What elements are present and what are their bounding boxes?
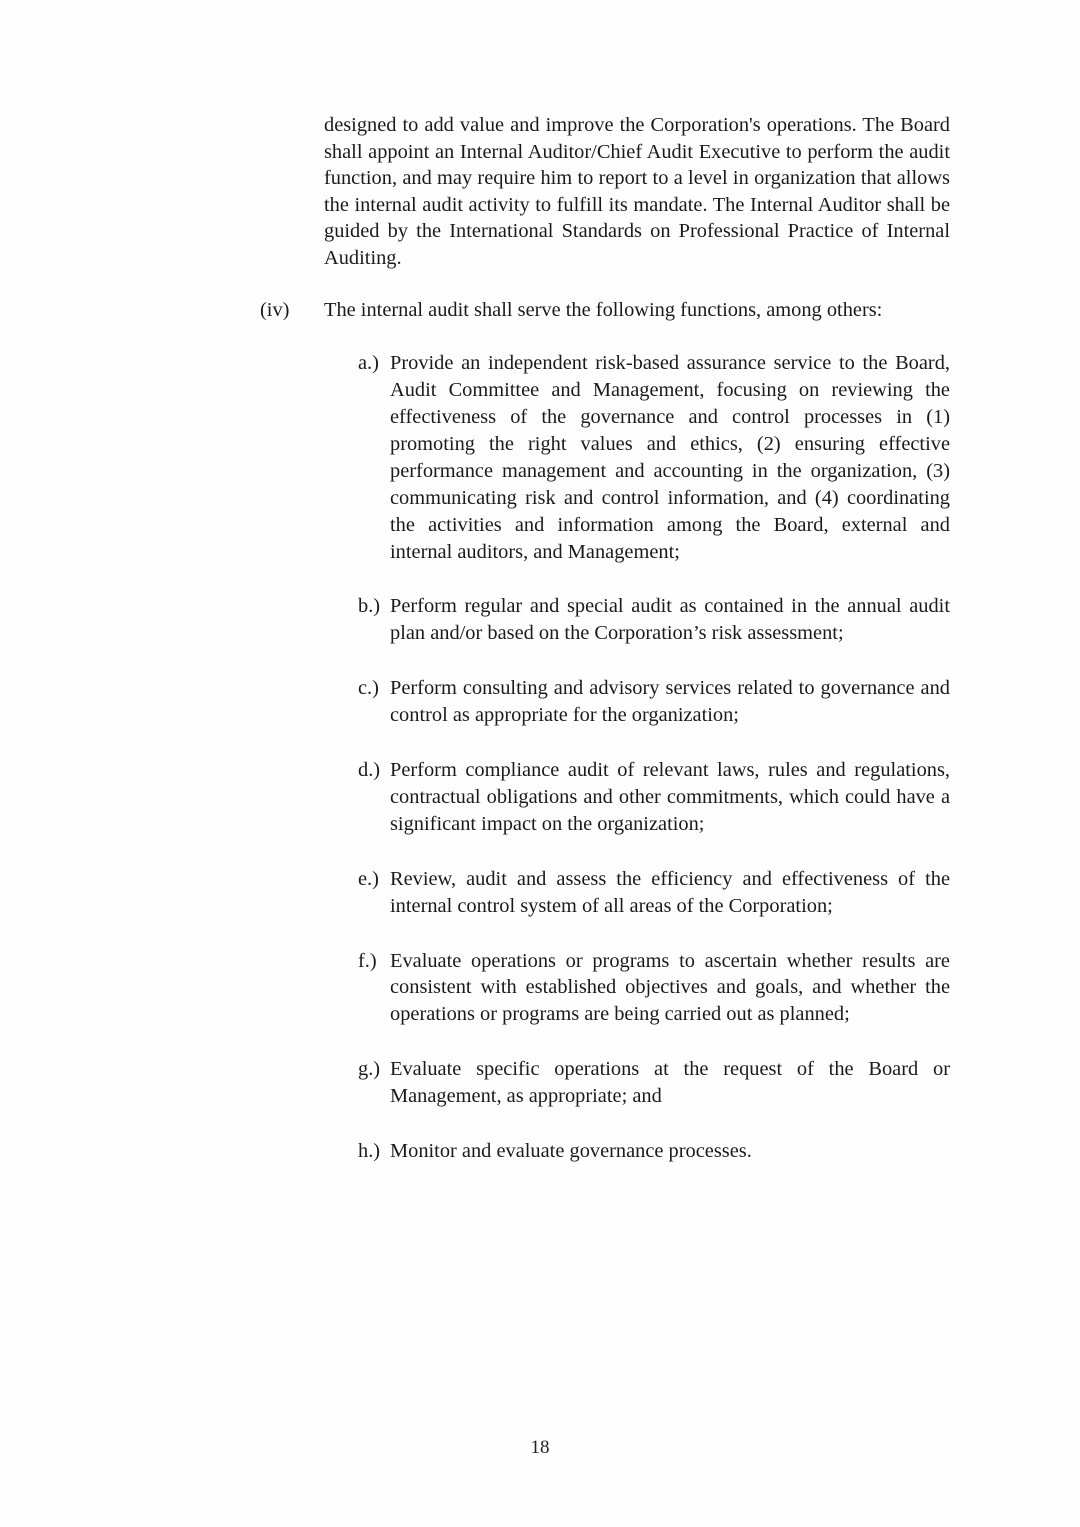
list-item — [358, 1138, 950, 1165]
list-item-text: Evaluate specific operations at the request of the Board or Management, as appropriate; and — [390, 1058, 950, 1108]
list-item-text: Perform compliance audit of relevant laws, rules and regulations, contractual obligations and other commitments, which could have a significant impact on the organization; — [390, 759, 950, 835]
list-item-text: Perform regular and special audit as contained in the annual audit plan and/or based on the Corporation’s risk assessment; — [390, 595, 950, 645]
list-item-marker: c.) — [358, 677, 379, 700]
list-item-marker: d.) — [358, 759, 381, 782]
page-content — [260, 112, 950, 1165]
list-item-text: Perform consulting and advisory services related to governance and control as appropriate for the organization; — [390, 677, 950, 727]
list-item-marker: a.) — [358, 352, 379, 375]
list-item — [358, 675, 950, 729]
audit-functions-list — [358, 350, 950, 1165]
clause-text-iv: The internal audit shall serve the following functions, among others: — [324, 298, 883, 321]
list-item — [358, 350, 950, 565]
list-item — [358, 866, 950, 920]
clause-iv — [260, 297, 950, 324]
list-item-text: Review, audit and assess the efficiency and effectiveness of the internal control system of all areas of the Corporation; — [390, 867, 950, 917]
list-item-text: Evaluate operations or programs to ascertain whether results are consistent with established objectives and goals, and whether the operations or programs are being carried out as planned; — [390, 949, 950, 1026]
list-item-marker: g.) — [358, 1058, 381, 1081]
list-item-marker: f.) — [358, 949, 377, 972]
list-item — [358, 757, 950, 838]
list-item-text: Monitor and evaluate governance processes. — [390, 1140, 752, 1163]
list-item-marker: h.) — [358, 1140, 381, 1163]
clause-marker-iv: (iv) — [260, 298, 290, 321]
list-item — [358, 593, 950, 647]
list-item-text: Provide an independent risk-based assurance service to the Board, Audit Committee and Management, focusing on reviewing the effectiveness of the governance and control processes in (1) promoting the right values and ethics, (2) ensuring effective performance management and accounting in the organization, (3) communicating risk and control information, and (4) coordinating the activities and information among the Board, external and internal auditors, and Management; — [390, 352, 950, 563]
list-item — [358, 948, 950, 1029]
opening-paragraph: designed to add value and improve the Corporation's operations. The Board shall appoint an Internal Auditor/Chief Audit Executive to perform the audit function, and may require him to report to a level in organization that allows the internal audit activity to fulfill its mandate. The Internal Auditor shall be guided by the International Standards on Professional Practice of Internal Auditing. — [324, 114, 950, 269]
page-number: 18 — [530, 1437, 550, 1458]
list-item — [358, 1056, 950, 1110]
list-item-marker: b.) — [358, 595, 381, 618]
list-item-marker: e.) — [358, 867, 379, 890]
